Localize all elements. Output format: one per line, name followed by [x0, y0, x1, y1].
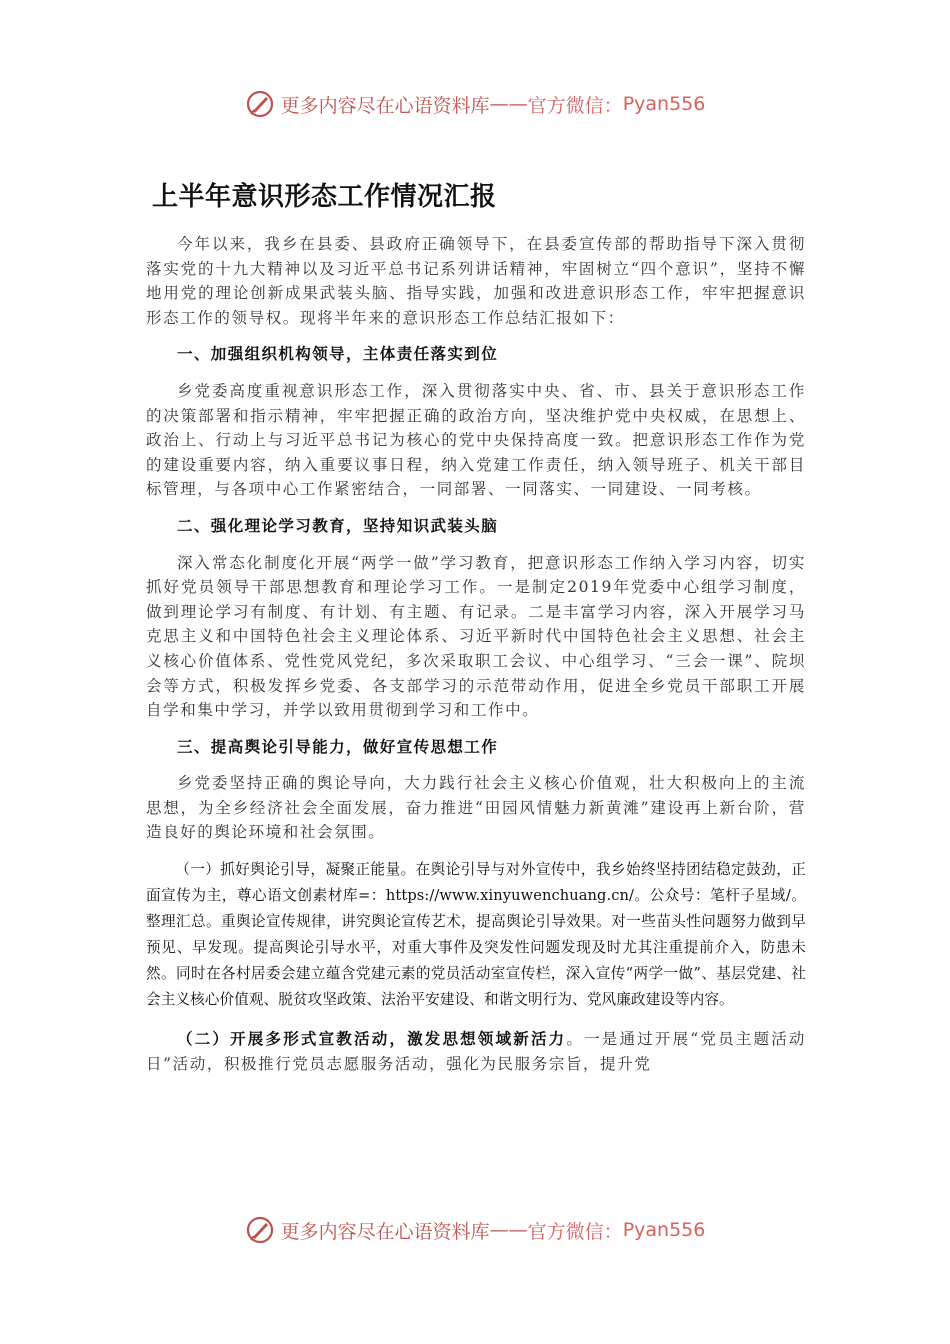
document-body [146, 232, 806, 1088]
banner-wechat-id: Pyan556 [622, 93, 706, 115]
intro-paragraph: 今年以来，我乡在县委、县政府正确领导下，在县委宣传部的帮助指导下深入贯彻落实党的十九大精神以及习近平总书记系列讲话精神，牢固树立“四个意识”，坚持不懈地用党的理论创新成果武装头脑、指导实践，加强和改进意识形态工作，牢牢把握意识形态工作的领导权。现将半年来的意识形态工作总结汇报如下： [146, 235, 806, 327]
banner-wechat-label: 官方微信： [527, 94, 623, 117]
subsection-2-paragraph [146, 1027, 806, 1076]
header-banner [0, 82, 950, 126]
banner-wechat-label: 官方微信： [527, 1220, 623, 1243]
subsection-1-paragraph: （一）抓好舆论引导，凝聚正能量。在舆论引导与对外宣传中，我乡始终坚持团结稳定鼓劲，正面宣传为主，尊心语文创素材库=：https://www.xinyuwenchuang.cn/。公众号：笔杆子星域/。整理汇总。重舆论宣传规律，讲究舆论宣传艺术，提高舆论引导效果。对一些苗头性问题努力做到早预见、早发现。提高舆论引导水平，对重大事件及突发性问题发现及时尤其注重提前介入，防患未然。同时在各村居委会建立蕴含党建元素的党员活动室宣传栏，深入宣传“两学一做”、基层党建、社会主义核心价值观、脱贫攻坚政策、法治平安建设、和谐文明行为、党风廉政建设等内容。 [146, 861, 806, 1009]
banner-dash: —— [489, 93, 528, 115]
footer-banner [0, 1208, 950, 1252]
banner-text: 更多内容尽在心语资料库 [280, 1220, 490, 1243]
quill-logo-icon [245, 89, 275, 119]
banner-dash: —— [489, 1219, 528, 1241]
banner-text: 更多内容尽在心语资料库 [280, 94, 490, 117]
section-1-heading: 一、加强组织机构领导，主体责任落实到位 [177, 344, 499, 364]
section-3-paragraph: 乡党委坚持正确的舆论导向，大力践行社会主义核心价值观，壮大积极向上的主流思想，为全乡经济社会全面发展，奋力推进“田园风情魅力新黄滩”建设再上新台阶，营造良好的舆论环境和社会氛围。 [146, 774, 806, 842]
quill-logo-icon [245, 1215, 275, 1245]
subsection-2-text: 。一是通过开展“党员主题活动日”活动，积极推行党员志愿服务活动，强化为民服务宗旨，提升党 [146, 1030, 807, 1073]
section-2-heading: 二、强化理论学习教育，坚持知识武装头脑 [177, 515, 499, 535]
section-2-paragraph: 深入常态化制度化开展“两学一做”学习教育，把意识形态工作纳入学习内容，切实抓好党员领导干部思想教育和理论学习工作。一是制定2019年党委中心组学习制度，做到理论学习有制度、有计划、有主题、有记录。二是丰富学习内容，深入开展学习马克思主义和中国特色社会主义理论体系、习近平新时代中国特色社会主义思想、社会主义核心价值体系、党性党风党纪，多次采取职工会议、中心组学习、“三会一课”、院坝会等方式，积极发挥乡党委、各支部学习的示范带动作用，促进全乡党员干部职工开展自学和集中学习，并学以致用贯彻到学习和工作中。 [146, 553, 806, 720]
subsection-2-lead: （二）开展多形式宣教活动，激发思想领域新活力 [177, 1029, 567, 1049]
section-1-paragraph: 乡党委高度重视意识形态工作，深入贯彻落实中央、省、市、县关于意识形态工作的决策部署和指示精神，牢牢把握正确的政治方向，坚决维护党中央权威，在思想上、政治上、行动上与习近平总书记为核心的党中央保持高度一致。把意识形态工作作为党的建设重要内容，纳入重要议事日程，纳入党建工作责任，纳入领导班子、机关干部目标管理，与各项中心工作紧密结合，一同部署、一同落实、一同建设、一同考核。 [146, 381, 806, 499]
section-3-heading: 三、提高舆论引导能力，做好宣传思想工作 [177, 736, 499, 756]
document-title: 上半年意识形态工作情况汇报 [152, 182, 497, 212]
banner-wechat-id: Pyan556 [622, 1219, 706, 1241]
